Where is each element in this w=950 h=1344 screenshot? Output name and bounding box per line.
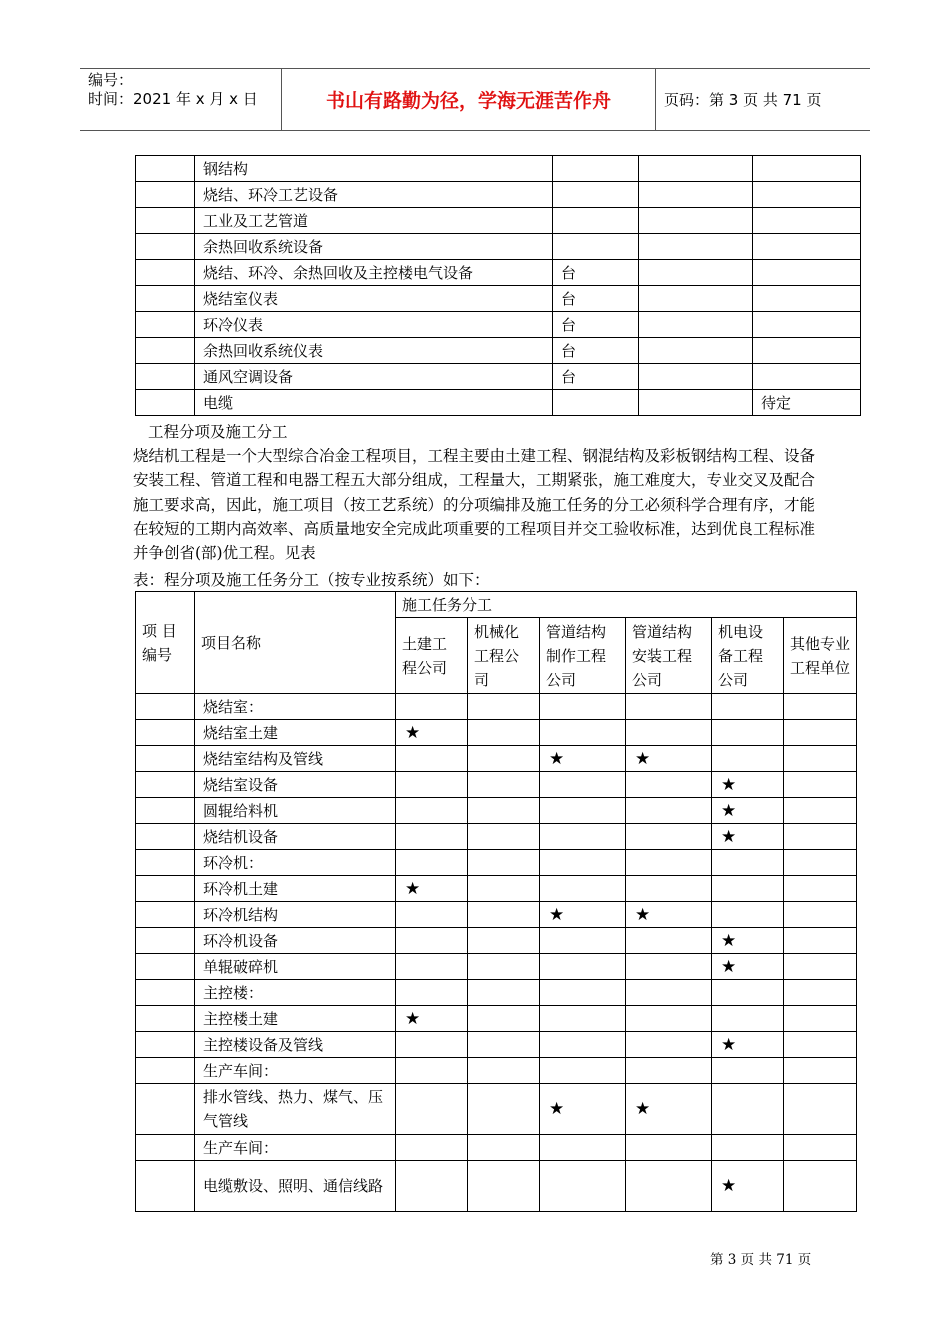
assignment-cell [626, 902, 712, 928]
star-icon: ★ [405, 878, 421, 899]
assignment-cell [396, 954, 468, 980]
assignment-cell [712, 928, 784, 954]
assignment-cell [468, 850, 540, 876]
quantity-cell [639, 182, 753, 208]
item-name-cell: 余热回收系统仪表 [195, 338, 553, 364]
assignment-cell [784, 876, 857, 902]
assignment-cell [396, 798, 468, 824]
project-name-cell: 生产车间： [195, 1135, 396, 1161]
project-code-cell [136, 1161, 195, 1212]
table-row [136, 1032, 857, 1058]
assignment-cell [396, 772, 468, 798]
table-row [136, 902, 857, 928]
assignment-cell [784, 1135, 857, 1161]
project-code-cell [136, 1032, 195, 1058]
project-code-cell [136, 954, 195, 980]
unit-cell [553, 208, 639, 234]
assignment-cell [712, 1032, 784, 1058]
assignment-cell [468, 694, 540, 720]
code-cell [136, 312, 195, 338]
assignment-cell [396, 694, 468, 720]
project-code-cell [136, 772, 195, 798]
item-name-cell: 余热回收系统设备 [195, 234, 553, 260]
assignment-cell [626, 954, 712, 980]
assignment-cell [468, 1032, 540, 1058]
quantity-cell [639, 260, 753, 286]
assignment-cell [626, 824, 712, 850]
table-row [136, 928, 857, 954]
assignment-cell [396, 902, 468, 928]
assignment-cell [626, 798, 712, 824]
assignment-cell [540, 902, 626, 928]
column-group-header: 施工任务分工 [396, 592, 857, 618]
star-icon: ★ [721, 826, 737, 847]
note-cell [753, 364, 861, 390]
project-name-cell: 主控楼设备及管线 [195, 1032, 396, 1058]
header-divider [655, 69, 656, 130]
assignment-cell [540, 720, 626, 746]
note-cell: 待定 [753, 390, 861, 416]
project-code-cell [136, 928, 195, 954]
project-code-cell [136, 1084, 195, 1135]
star-icon: ★ [549, 1099, 565, 1119]
project-name-cell: 主控楼土建 [195, 1006, 396, 1032]
assignment-cell [540, 980, 626, 1006]
note-cell [753, 312, 861, 338]
assignment-cell [468, 1135, 540, 1161]
assignment-cell [540, 954, 626, 980]
assignment-cell [540, 928, 626, 954]
code-cell [136, 234, 195, 260]
project-name-cell: 烧结室结构及管线 [195, 746, 396, 772]
project-name-cell: 电缆敷设、照明、通信线路 [195, 1161, 396, 1212]
assignment-cell [784, 798, 857, 824]
assignment-cell [396, 1084, 468, 1135]
company-header: 机电设备工程公司 [712, 618, 784, 694]
assignment-cell [468, 798, 540, 824]
assignment-cell [468, 902, 540, 928]
star-icon: ★ [635, 1099, 651, 1119]
table-row [136, 746, 857, 772]
assignment-cell [468, 928, 540, 954]
company-header: 机械化工程公司 [468, 618, 540, 694]
assignment-cell [396, 1135, 468, 1161]
project-name-cell: 环冷机设备 [195, 928, 396, 954]
project-name-cell: 烧结室设备 [195, 772, 396, 798]
note-cell [753, 260, 861, 286]
unit-cell: 台 [553, 260, 639, 286]
note-cell [753, 156, 861, 182]
unit-cell [553, 234, 639, 260]
assignment-cell [712, 746, 784, 772]
quantity-cell [639, 286, 753, 312]
unit-cell [553, 156, 639, 182]
star-icon: ★ [721, 956, 737, 977]
code-cell [136, 364, 195, 390]
table-row [136, 850, 857, 876]
equipment-table [135, 155, 861, 416]
assignment-cell [626, 980, 712, 1006]
assignment-cell [784, 980, 857, 1006]
note-cell [753, 182, 861, 208]
table-row [136, 390, 861, 416]
table-row [136, 234, 861, 260]
assignment-cell [626, 694, 712, 720]
table-row [136, 798, 857, 824]
assignment-cell [626, 746, 712, 772]
assignment-cell [396, 1058, 468, 1084]
table-row [136, 720, 857, 746]
assignment-cell [784, 954, 857, 980]
assignment-cell [712, 850, 784, 876]
assignment-cell [712, 772, 784, 798]
header-motto: 书山有路勤为径，学海无涯苦作舟 [325, 90, 611, 112]
assignment-cell [784, 720, 857, 746]
star-icon: ★ [635, 904, 651, 925]
note-cell [753, 234, 861, 260]
star-icon: ★ [549, 748, 565, 769]
assignment-cell [784, 1006, 857, 1032]
table-row [136, 1006, 857, 1032]
assignment-cell [540, 1161, 626, 1212]
code-cell [136, 390, 195, 416]
assignment-cell [540, 694, 626, 720]
project-code-cell [136, 798, 195, 824]
table-caption: 表：程分项及施工任务分工（按专业按系统）如下： [133, 571, 490, 589]
project-name-cell: 烧结室土建 [195, 720, 396, 746]
table-row [136, 1161, 857, 1212]
project-name-cell: 排水管线、热力、煤气、压气管线 [195, 1084, 396, 1135]
table-row [136, 1084, 857, 1135]
assignment-cell [540, 824, 626, 850]
assignment-cell [784, 902, 857, 928]
assignment-cell [712, 954, 784, 980]
assignment-cell [712, 1161, 784, 1212]
project-name-cell: 环冷机： [195, 850, 396, 876]
assignment-cell [712, 902, 784, 928]
assignment-cell [784, 772, 857, 798]
assignment-cell [396, 720, 468, 746]
project-code-cell [136, 1058, 195, 1084]
item-name-cell: 烧结、环冷、余热回收及主控楼电气设备 [195, 260, 553, 286]
project-name-cell: 烧结机设备 [195, 824, 396, 850]
item-name-cell: 环冷仪表 [195, 312, 553, 338]
assignment-cell [784, 1084, 857, 1135]
project-name-cell: 环冷机土建 [195, 876, 396, 902]
unit-cell: 台 [553, 286, 639, 312]
code-cell [136, 208, 195, 234]
assignment-cell [540, 772, 626, 798]
item-name-cell: 烧结、环冷工艺设备 [195, 182, 553, 208]
table-row [136, 182, 861, 208]
assignment-cell [712, 980, 784, 1006]
project-name-cell: 烧结室： [195, 694, 396, 720]
code-cell [136, 156, 195, 182]
section-title: 工程分项及施工分工 [148, 423, 288, 441]
assignment-cell [626, 1006, 712, 1032]
assignment-cell [540, 798, 626, 824]
assignment-cell [626, 1058, 712, 1084]
quantity-cell [639, 156, 753, 182]
assignment-cell [468, 1161, 540, 1212]
unit-cell: 台 [553, 364, 639, 390]
table-row [136, 208, 861, 234]
assignment-cell [784, 928, 857, 954]
quantity-cell [639, 338, 753, 364]
project-code-cell [136, 850, 195, 876]
item-name-cell: 通风空调设备 [195, 364, 553, 390]
project-name-cell: 单辊破碎机 [195, 954, 396, 980]
assignment-cell [468, 1058, 540, 1084]
unit-cell [553, 390, 639, 416]
quantity-cell [639, 364, 753, 390]
document-time-label: 时间：2021 年 x 月 x 日 [88, 90, 258, 108]
table-row [136, 694, 857, 720]
project-name-cell: 环冷机结构 [195, 902, 396, 928]
assignment-cell [540, 1058, 626, 1084]
table-row [136, 876, 857, 902]
assignment-cell [468, 824, 540, 850]
project-code-cell [136, 876, 195, 902]
header-page-number: 页码：第 3 页 共 71 页 [664, 91, 822, 109]
note-cell [753, 208, 861, 234]
code-cell [136, 182, 195, 208]
task-division-table [135, 591, 857, 1212]
assignment-cell [712, 876, 784, 902]
assignment-cell [396, 850, 468, 876]
assignment-cell [712, 694, 784, 720]
project-code-cell [136, 824, 195, 850]
table-row [136, 1058, 857, 1084]
note-cell [753, 338, 861, 364]
company-header: 管道结构安装工程公司 [626, 618, 712, 694]
unit-cell: 台 [553, 338, 639, 364]
assignment-cell [784, 694, 857, 720]
star-icon: ★ [405, 722, 421, 743]
code-cell [136, 338, 195, 364]
assignment-cell [396, 928, 468, 954]
assignment-cell [712, 798, 784, 824]
unit-cell [553, 182, 639, 208]
project-name-cell: 圆辊给料机 [195, 798, 396, 824]
assignment-cell [784, 1058, 857, 1084]
star-icon: ★ [721, 930, 737, 951]
assignment-cell [712, 1058, 784, 1084]
assignment-cell [396, 876, 468, 902]
assignment-cell [712, 1006, 784, 1032]
assignment-cell [396, 746, 468, 772]
assignment-cell [784, 824, 857, 850]
assignment-cell [626, 1135, 712, 1161]
company-header: 管道结构制作工程公司 [540, 618, 626, 694]
quantity-cell [639, 208, 753, 234]
column-header-code: 项 目编号 [136, 592, 195, 694]
table-row [136, 156, 861, 182]
assignment-cell [626, 928, 712, 954]
table-row [136, 364, 861, 390]
table-row [136, 954, 857, 980]
project-code-cell [136, 694, 195, 720]
star-icon: ★ [721, 1176, 737, 1196]
assignment-cell [712, 1135, 784, 1161]
assignment-cell [396, 1006, 468, 1032]
page-header [80, 68, 870, 131]
table-row [136, 338, 861, 364]
company-header: 其他专业工程单位 [784, 618, 857, 694]
table-row [136, 286, 861, 312]
project-code-cell [136, 746, 195, 772]
assignment-cell [784, 1161, 857, 1212]
quantity-cell [639, 390, 753, 416]
assignment-cell [540, 876, 626, 902]
table-row [136, 772, 857, 798]
item-name-cell: 钢结构 [195, 156, 553, 182]
project-code-cell [136, 1135, 195, 1161]
company-header: 土建工程公司 [396, 618, 468, 694]
code-cell [136, 260, 195, 286]
assignment-cell [468, 1006, 540, 1032]
assignment-cell [396, 980, 468, 1006]
table-row [136, 824, 857, 850]
header-meta [88, 71, 288, 109]
assignment-cell [626, 1084, 712, 1135]
assignment-cell [626, 772, 712, 798]
project-code-cell [136, 1006, 195, 1032]
item-name-cell: 烧结室仪表 [195, 286, 553, 312]
project-code-cell [136, 902, 195, 928]
star-icon: ★ [721, 800, 737, 821]
star-icon: ★ [721, 774, 737, 795]
assignment-cell [468, 1084, 540, 1135]
assignment-cell [396, 1032, 468, 1058]
note-cell [753, 286, 861, 312]
assignment-cell [626, 1161, 712, 1212]
assignment-cell [540, 1084, 626, 1135]
assignment-cell [626, 720, 712, 746]
star-icon: ★ [549, 904, 565, 925]
table-row [136, 312, 861, 338]
assignment-cell [784, 850, 857, 876]
star-icon: ★ [721, 1034, 737, 1055]
assignment-cell [540, 1032, 626, 1058]
quantity-cell [639, 234, 753, 260]
assignment-cell [626, 876, 712, 902]
assignment-cell [468, 746, 540, 772]
document-number-label: 编号： [88, 71, 134, 89]
assignment-cell [468, 772, 540, 798]
unit-cell: 台 [553, 312, 639, 338]
quantity-cell [639, 312, 753, 338]
assignment-cell [540, 1006, 626, 1032]
column-header-name: 项目名称 [195, 592, 396, 694]
item-name-cell: 工业及工艺管道 [195, 208, 553, 234]
assignment-cell [784, 1032, 857, 1058]
assignment-cell [712, 720, 784, 746]
project-code-cell [136, 720, 195, 746]
assignment-cell [468, 720, 540, 746]
assignment-cell [712, 1084, 784, 1135]
assignment-cell [712, 824, 784, 850]
table-row [136, 260, 861, 286]
section-body: 烧结机工程是一个大型综合冶金工程项目，工程主要由土建工程、钢混结构及彩板钢结构工程、设备安装工程、管道工程和电器工程五大部分组成，工程量大，工期紧张，施工难度大，专业交叉及配合施工要求高，因此，施工项目（按工艺系统）的分项编排及施工任务的分工必须科学合理有序，才能在较短的工期内高效率、高质量地安全完成此项重要的工程项目并交工验收标准，达到优良工程标准并争创省(部)优工程。见表 [133, 447, 816, 563]
code-cell [136, 286, 195, 312]
table-row [136, 1135, 857, 1161]
project-code-cell [136, 980, 195, 1006]
project-name-cell: 生产车间： [195, 1058, 396, 1084]
assignment-cell [468, 980, 540, 1006]
item-name-cell: 电缆 [195, 390, 553, 416]
assignment-cell [468, 954, 540, 980]
star-icon: ★ [405, 1008, 421, 1029]
assignment-cell [468, 876, 540, 902]
assignment-cell [540, 746, 626, 772]
page-footer: 第 3 页 共 71 页 [710, 1252, 812, 1268]
assignment-cell [396, 824, 468, 850]
star-icon: ★ [635, 748, 651, 769]
table-row [136, 980, 857, 1006]
assignment-cell [784, 746, 857, 772]
assignment-cell [540, 850, 626, 876]
assignment-cell [540, 1135, 626, 1161]
assignment-cell [396, 1161, 468, 1212]
assignment-cell [626, 1032, 712, 1058]
assignment-cell [626, 850, 712, 876]
project-name-cell: 主控楼： [195, 980, 396, 1006]
